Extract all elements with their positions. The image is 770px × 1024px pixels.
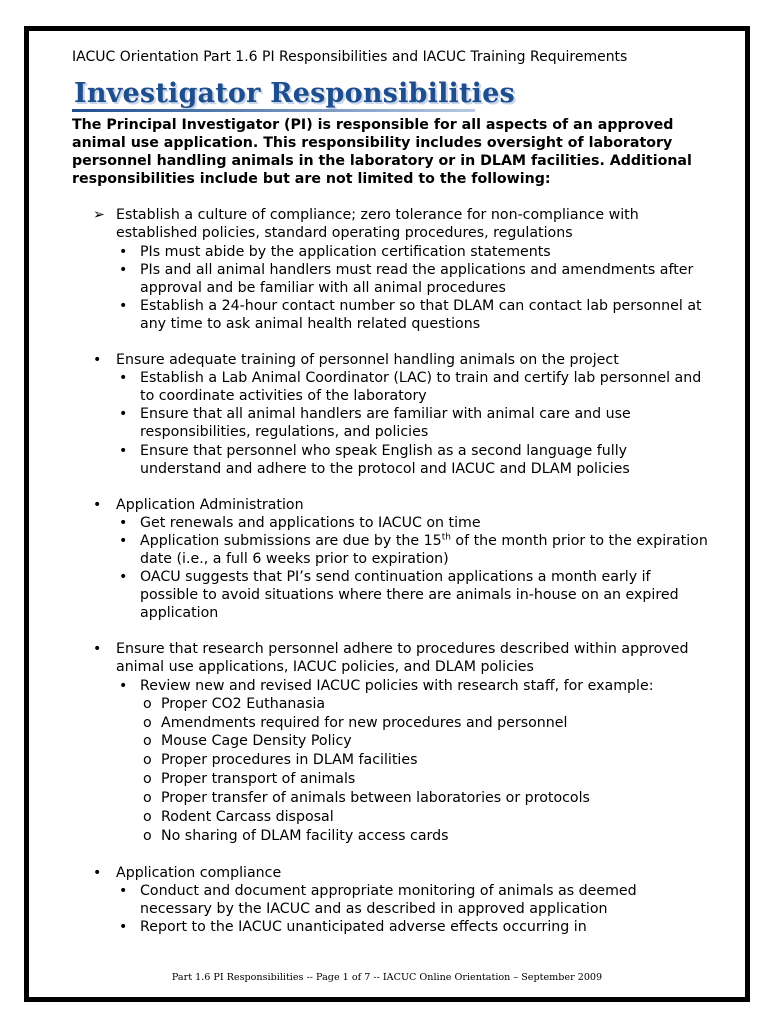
section-2: [72, 351, 712, 369]
circle-bullet-icon: o: [143, 790, 152, 807]
bullet-icon: •: [119, 532, 128, 549]
intro-paragraph: The Principal Investigator (PI) is responsible for all aspects of an approved animal use application. This responsibility includes oversight of laboratory personnel handling animals in the laboratory or in DLAM facilities. Additional responsibilities include but are not limited to the following:: [72, 117, 692, 188]
list-item: • Report to the IACUC unanticipated adverse effects occurring in: [119, 919, 587, 936]
bullet-icon: •: [93, 641, 102, 658]
sub-list-item: o Amendments required for new procedures and personnel: [143, 714, 568, 731]
sub-list-item: o Proper procedures in DLAM facilities: [143, 752, 418, 769]
section-4: [72, 640, 712, 676]
section-3: [72, 496, 712, 514]
sub-list-item: o Proper transport of animals: [143, 771, 356, 788]
page-header: IACUC Orientation Part 1.6 PI Responsibilities and IACUC Training Requirements: [72, 49, 628, 65]
section-2-title: Ensure adequate training of personnel handling animals on the project: [116, 352, 619, 369]
page-footer: Part 1.6 PI Responsibilities -- Page 1 of 7 -- IACUC Online Orientation – September 2009: [171, 972, 603, 983]
section-logo: [72, 78, 712, 116]
bullet-icon: •: [119, 406, 128, 423]
list-item: • PIs must abide by the application certification statements: [119, 243, 551, 260]
section-5-title: Application compliance: [116, 864, 282, 881]
circle-bullet-icon: o: [143, 752, 152, 769]
circle-bullet-icon: o: [143, 827, 152, 844]
bullet-icon: •: [93, 496, 102, 513]
sub-list-item: o Rodent Carcass disposal: [143, 809, 334, 826]
bullet-icon: •: [93, 864, 102, 881]
section-1: [72, 206, 712, 242]
list-item: • Review new and revised IACUC policies with research staff, for example:: [119, 677, 654, 694]
list-item: • Get renewals and applications to IACUC on time: [119, 514, 481, 531]
sub-list-item: o No sharing of DLAM facility access cards: [143, 827, 449, 844]
bullet-icon: •: [119, 243, 128, 260]
bullet-icon: •: [119, 261, 128, 278]
circle-bullet-icon: o: [143, 771, 152, 788]
arrow-icon: ➢: [93, 207, 105, 224]
list-item: • Establish a 24-hour contact number so that DLAM can contact lab personnel at any time to ask animal health related questions: [119, 297, 702, 332]
bullet-icon: •: [119, 442, 128, 459]
list-item: • Ensure that personnel who speak English as a second language fully understand and adhere to the protocol and IACUC and DLAM policies: [119, 442, 630, 477]
list-item: • Establish a Lab Animal Coordinator (LAC) to train and certify lab personnel and to coordinate activities of the laboratory: [119, 370, 702, 405]
section-3-title: Application Administration: [116, 496, 304, 513]
section-5: [72, 864, 712, 882]
page-content: [72, 37, 712, 936]
bullet-icon: •: [119, 370, 128, 387]
bullet-icon: •: [119, 882, 128, 899]
bullet-icon: •: [119, 677, 128, 694]
circle-bullet-icon: o: [143, 695, 152, 712]
list-item: • Conduct and document appropriate monitoring of animals as deemed necessary by the IACUC and as described in approved application: [119, 882, 637, 918]
list-item: • Ensure that all animal handlers are familiar with animal care and use responsibilities, regulations, and policies: [119, 406, 631, 441]
list-item: • PIs and all animal handlers must read the applications and amendments after approval and be familiar with all animal procedures: [119, 261, 694, 296]
section-1-title: Establish a culture of compliance; zero tolerance for non-compliance with established policies, standard operating procedures, regulations: [116, 207, 639, 242]
page-border: [24, 26, 750, 1002]
sub-list-item: o Proper transfer of animals between laboratories or protocols: [143, 790, 590, 807]
section-4-title: Ensure that research personnel adhere to procedures described within approved animal use applications, IACUC policies, and DLAM policies: [116, 641, 689, 676]
logo-underline: [72, 109, 475, 112]
circle-bullet-icon: o: [143, 733, 152, 750]
bullet-icon: •: [119, 569, 128, 586]
bullet-icon: •: [119, 919, 128, 936]
list-item: • OACU suggests that PI’s send continuation applications a month early if possible to avoid situations where there are animals in-house on an expired application: [119, 569, 679, 622]
circle-bullet-icon: o: [143, 809, 152, 826]
logo-title: Investigator Responsibilities: [74, 78, 515, 109]
circle-bullet-icon: o: [143, 714, 152, 731]
bullet-icon: •: [93, 352, 102, 369]
list-item: • Application submissions are due by the 15th of the month prior to the expiration date (i.e., a full 6 weeks prior to expiration): [119, 532, 708, 567]
bullet-icon: •: [119, 514, 128, 531]
bullet-icon: •: [119, 297, 128, 314]
sub-list-item: o Proper CO2 Euthanasia: [143, 695, 326, 712]
sub-list-item: o Mouse Cage Density Policy: [143, 733, 352, 750]
